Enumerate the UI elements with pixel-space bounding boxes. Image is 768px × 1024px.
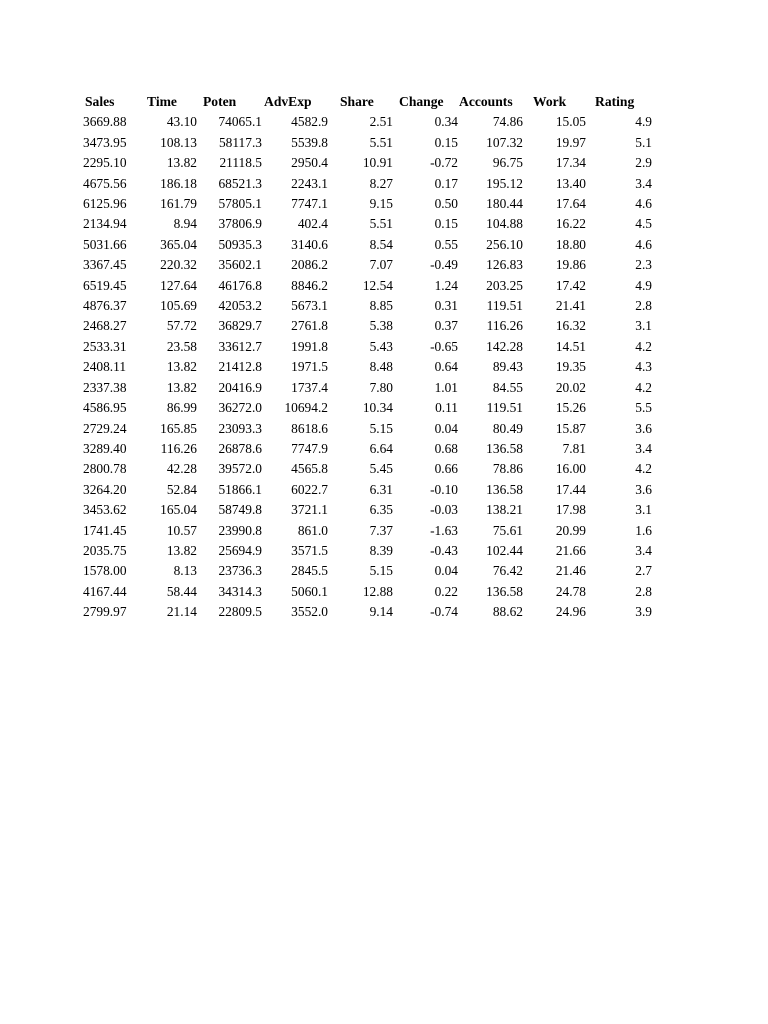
table-cell-work: 24.78 [555, 583, 586, 599]
table-cell-share: 5.51 [369, 134, 393, 150]
table-cell-change: 0.11 [435, 400, 458, 416]
column-header-work: Work [533, 94, 567, 109]
table-cell-rating: 3.4 [635, 542, 652, 558]
table-cell-change: -0.10 [430, 481, 458, 497]
table-cell-time: 365.04 [160, 236, 197, 252]
table-cell-sales: 6125.96 [83, 196, 127, 212]
table-cell-time: 8.13 [173, 563, 197, 579]
table-cell-work: 19.35 [555, 359, 586, 375]
table-cell-poten: 46176.8 [218, 277, 262, 293]
table-cell-sales: 3453.62 [83, 502, 127, 518]
table-cell-rating: 4.2 [635, 461, 652, 477]
table-cell-accounts: 80.49 [492, 420, 523, 436]
table-cell-change: 1.01 [434, 379, 458, 395]
table-cell-advexp: 3140.6 [291, 236, 328, 252]
table-cell-time: 21.14 [166, 604, 197, 620]
table-cell-advexp: 3721.1 [291, 502, 328, 518]
table-row [80, 500, 652, 520]
table-cell-accounts: 78.86 [492, 461, 523, 477]
table-cell-change: -0.72 [430, 155, 458, 171]
table-row [80, 296, 652, 316]
table-cell-work: 17.44 [555, 481, 586, 497]
table-cell-advexp: 7747.9 [291, 440, 328, 456]
table-cell-sales: 1578.00 [83, 563, 127, 579]
table-cell-advexp: 8618.6 [291, 420, 328, 436]
table-cell-accounts: 102.44 [486, 542, 523, 558]
column-header-time: Time [147, 94, 177, 109]
table-cell-advexp: 4565.8 [291, 461, 328, 477]
table-cell-rating: 3.6 [635, 420, 652, 436]
table-cell-poten: 58749.8 [218, 502, 262, 518]
table-cell-poten: 36272.0 [218, 400, 262, 416]
table-cell-work: 16.22 [555, 216, 586, 232]
table-cell-time: 43.10 [166, 114, 197, 130]
table-cell-sales: 1741.45 [83, 522, 127, 538]
table-cell-rating: 4.3 [635, 359, 652, 375]
table-cell-advexp: 2243.1 [291, 175, 328, 191]
table-cell-advexp: 6022.7 [291, 481, 328, 497]
table-cell-rating: 2.3 [635, 257, 652, 273]
table-row [80, 357, 652, 377]
table-cell-change: 0.34 [434, 114, 458, 130]
table-cell-poten: 23990.8 [218, 522, 262, 538]
table-body [80, 112, 652, 622]
table-cell-rating: 2.7 [635, 563, 652, 579]
table-cell-advexp: 5673.1 [291, 298, 328, 314]
table-row [80, 419, 652, 439]
table-cell-poten: 42053.2 [218, 298, 262, 314]
table-cell-work: 14.51 [555, 338, 586, 354]
table-cell-poten: 50935.3 [218, 236, 262, 252]
table-cell-rating: 3.9 [635, 604, 652, 620]
table-cell-advexp: 2950.4 [291, 155, 328, 171]
table-cell-accounts: 136.58 [486, 583, 523, 599]
table-cell-sales: 2295.10 [83, 155, 127, 171]
table-cell-accounts: 119.51 [486, 298, 523, 314]
table-cell-share: 12.88 [362, 583, 393, 599]
table-cell-change: 0.15 [434, 216, 458, 232]
table-cell-time: 58.44 [166, 583, 197, 599]
table-cell-advexp: 5060.1 [291, 583, 328, 599]
table-cell-rating: 4.9 [635, 114, 652, 130]
table-cell-poten: 21412.8 [218, 359, 262, 375]
table-cell-poten: 20416.9 [218, 379, 262, 395]
table-cell-change: 0.64 [434, 359, 458, 375]
table-cell-accounts: 126.83 [486, 257, 523, 273]
column-header-accounts: Accounts [459, 94, 513, 109]
table-cell-work: 17.34 [555, 155, 586, 171]
table-cell-work: 19.86 [555, 257, 586, 273]
table-cell-sales: 2468.27 [83, 318, 127, 334]
table-cell-poten: 23736.3 [218, 563, 262, 579]
table-cell-poten: 74065.1 [218, 114, 262, 130]
table-cell-change: 0.22 [434, 583, 458, 599]
table-cell-share: 6.35 [369, 502, 393, 518]
table-cell-poten: 35602.1 [218, 257, 262, 273]
table-cell-time: 127.64 [160, 277, 197, 293]
table-cell-advexp: 7747.1 [291, 196, 328, 212]
table-row [80, 194, 652, 214]
table-cell-sales: 5031.66 [83, 236, 127, 252]
table-cell-advexp: 2761.8 [291, 318, 328, 334]
table-cell-work: 15.87 [555, 420, 586, 436]
table-cell-time: 220.32 [160, 257, 197, 273]
table-cell-time: 13.82 [166, 359, 197, 375]
table-row [80, 582, 652, 602]
table-cell-accounts: 180.44 [486, 196, 523, 212]
table-cell-poten: 33612.7 [218, 338, 262, 354]
table-cell-sales: 2337.38 [83, 379, 127, 395]
table-row [80, 133, 652, 153]
table-cell-accounts: 256.10 [486, 236, 523, 252]
table-cell-poten: 34314.3 [218, 583, 262, 599]
table-cell-advexp: 1737.4 [291, 379, 328, 395]
table-cell-advexp: 10694.2 [284, 400, 328, 416]
table-cell-rating: 5.1 [635, 134, 652, 150]
table-cell-accounts: 76.42 [492, 563, 523, 579]
table-cell-accounts: 104.88 [486, 216, 523, 232]
table-cell-time: 186.18 [160, 175, 197, 191]
table-cell-sales: 3289.40 [83, 440, 127, 456]
table-cell-time: 165.85 [160, 420, 197, 436]
table-row [80, 378, 652, 398]
table-cell-time: 105.69 [160, 298, 197, 314]
table-cell-rating: 4.5 [635, 216, 652, 232]
table-cell-change: 0.04 [434, 420, 458, 436]
table-cell-time: 13.82 [166, 379, 197, 395]
table-cell-rating: 2.8 [635, 298, 652, 314]
table-row [80, 174, 652, 194]
table-row [80, 561, 652, 581]
table-row [80, 541, 652, 561]
table-row [80, 214, 652, 234]
table-cell-advexp: 402.4 [297, 216, 328, 232]
table-cell-time: 86.99 [166, 400, 197, 416]
table-cell-sales: 4876.37 [83, 298, 127, 314]
table-cell-accounts: 116.26 [486, 318, 523, 334]
data-table [80, 92, 652, 623]
table-cell-share: 5.38 [369, 318, 393, 334]
table-cell-share: 10.34 [362, 400, 393, 416]
table-cell-share: 8.39 [369, 542, 393, 558]
table-cell-advexp: 3571.5 [291, 542, 328, 558]
table-cell-time: 10.57 [166, 522, 197, 538]
table-cell-change: -0.03 [430, 502, 458, 518]
table-cell-share: 6.31 [369, 481, 393, 497]
table-cell-advexp: 3552.0 [291, 604, 328, 620]
table-row [80, 112, 652, 132]
table-cell-time: 57.72 [166, 318, 197, 334]
table-cell-rating: 4.2 [635, 338, 652, 354]
table-cell-poten: 22809.5 [218, 604, 262, 620]
table-cell-change: 0.50 [434, 196, 458, 212]
column-header-advexp: AdvExp [264, 94, 312, 109]
column-header-change: Change [399, 94, 444, 109]
table-cell-poten: 37806.9 [218, 216, 262, 232]
table-cell-work: 13.40 [555, 175, 586, 191]
table-cell-share: 8.85 [369, 298, 393, 314]
table-row [80, 337, 652, 357]
table-cell-work: 24.96 [555, 604, 586, 620]
table-row [80, 276, 652, 296]
table-cell-advexp: 8846.2 [291, 277, 328, 293]
table-cell-change: 0.31 [434, 298, 458, 314]
table-cell-sales: 2799.97 [83, 604, 127, 620]
table-cell-change: 0.04 [434, 563, 458, 579]
table-cell-poten: 58117.3 [218, 134, 262, 150]
table-cell-advexp: 1991.8 [291, 338, 328, 354]
table-cell-advexp: 2845.5 [291, 563, 328, 579]
table-cell-sales: 4167.44 [83, 583, 127, 599]
table-cell-share: 8.27 [369, 175, 393, 191]
table-cell-poten: 26878.6 [218, 440, 262, 456]
table-cell-work: 20.02 [555, 379, 586, 395]
table-cell-sales: 3669.88 [83, 114, 127, 130]
table-cell-time: 108.13 [160, 134, 197, 150]
table-cell-poten: 36829.7 [218, 318, 262, 334]
table-cell-work: 21.46 [555, 563, 586, 579]
table-cell-share: 5.15 [369, 563, 393, 579]
table-cell-poten: 39572.0 [218, 461, 262, 477]
table-cell-accounts: 107.32 [486, 134, 523, 150]
table-row [80, 459, 652, 479]
table-cell-accounts: 96.75 [492, 155, 523, 171]
table-cell-time: 116.26 [160, 440, 197, 456]
table-cell-accounts: 195.12 [486, 175, 523, 191]
table-cell-work: 17.98 [555, 502, 586, 518]
column-header-share: Share [340, 94, 374, 109]
table-cell-work: 18.80 [555, 236, 586, 252]
table-cell-change: 0.55 [434, 236, 458, 252]
table-cell-poten: 23093.3 [218, 420, 262, 436]
table-cell-accounts: 88.62 [492, 604, 523, 620]
table-cell-rating: 5.5 [635, 400, 652, 416]
table-cell-work: 15.05 [555, 114, 586, 130]
table-cell-accounts: 136.58 [486, 440, 523, 456]
table-cell-change: 0.68 [434, 440, 458, 456]
table-cell-change: -1.63 [430, 522, 458, 538]
table-cell-share: 7.07 [369, 257, 393, 273]
column-header-rating: Rating [595, 94, 635, 109]
table-row [80, 521, 652, 541]
column-header-sales: Sales [85, 94, 115, 109]
table-cell-work: 7.81 [562, 440, 586, 456]
table-cell-share: 6.64 [369, 440, 393, 456]
table-cell-poten: 57805.1 [218, 196, 262, 212]
table-cell-rating: 3.4 [635, 440, 652, 456]
table-cell-change: -0.49 [430, 257, 458, 273]
header-row [80, 92, 652, 112]
table-cell-sales: 2134.94 [83, 216, 127, 232]
table-row [80, 153, 652, 173]
table-cell-advexp: 861.0 [297, 522, 328, 538]
table-cell-work: 16.00 [555, 461, 586, 477]
table-cell-share: 7.37 [369, 522, 393, 538]
table-cell-work: 17.64 [555, 196, 586, 212]
table-cell-change: 1.24 [434, 277, 458, 293]
table-cell-accounts: 74.86 [492, 114, 523, 130]
table-cell-accounts: 138.21 [486, 502, 523, 518]
table-cell-share: 10.91 [362, 155, 393, 171]
table-cell-rating: 3.1 [635, 318, 652, 334]
table-cell-share: 5.43 [369, 338, 393, 354]
table-cell-rating: 4.2 [635, 379, 652, 395]
table-row [80, 602, 652, 622]
table-cell-work: 16.32 [555, 318, 586, 334]
table-cell-sales: 3264.20 [83, 481, 127, 497]
table-row [80, 255, 652, 275]
table-cell-advexp: 5539.8 [291, 134, 328, 150]
table-cell-share: 8.48 [369, 359, 393, 375]
table-cell-share: 5.15 [369, 420, 393, 436]
table-cell-rating: 1.6 [635, 522, 652, 538]
table-cell-accounts: 75.61 [492, 522, 523, 538]
table-cell-poten: 68521.3 [218, 175, 262, 191]
table-cell-advexp: 2086.2 [291, 257, 328, 273]
table-cell-time: 161.79 [160, 196, 197, 212]
table-cell-change: -0.43 [430, 542, 458, 558]
table-cell-change: -0.74 [430, 604, 458, 620]
table-cell-rating: 2.8 [635, 583, 652, 599]
table-cell-rating: 3.6 [635, 481, 652, 497]
table-cell-share: 9.14 [369, 604, 393, 620]
table-cell-sales: 3367.45 [83, 257, 127, 273]
table-cell-change: 0.15 [434, 134, 458, 150]
table-cell-change: 0.17 [434, 175, 458, 191]
table-cell-time: 13.82 [166, 542, 197, 558]
table-cell-work: 21.66 [555, 542, 586, 558]
table-cell-accounts: 89.43 [492, 359, 523, 375]
table-cell-poten: 25694.9 [218, 542, 262, 558]
table-row [80, 439, 652, 459]
table-cell-poten: 21118.5 [219, 155, 262, 171]
column-header-poten: Poten [203, 94, 237, 109]
table-cell-accounts: 142.28 [486, 338, 523, 354]
table-row [80, 235, 652, 255]
table-cell-accounts: 136.58 [486, 481, 523, 497]
table-cell-work: 15.26 [555, 400, 586, 416]
table-row [80, 398, 652, 418]
table-cell-rating: 3.1 [635, 502, 652, 518]
table-cell-time: 23.58 [166, 338, 197, 354]
table-cell-rating: 4.9 [635, 277, 652, 293]
table-cell-share: 2.51 [369, 114, 393, 130]
table-cell-advexp: 1971.5 [291, 359, 328, 375]
table-cell-sales: 2800.78 [83, 461, 127, 477]
table-cell-rating: 4.6 [635, 196, 652, 212]
table-cell-work: 21.41 [555, 298, 586, 314]
table-cell-time: 42.28 [166, 461, 197, 477]
table-row [80, 316, 652, 336]
table-row [80, 480, 652, 500]
table-cell-time: 165.04 [160, 502, 197, 518]
table-cell-share: 5.45 [369, 461, 393, 477]
table-cell-sales: 2729.24 [83, 420, 127, 436]
table-cell-sales: 2533.31 [83, 338, 127, 354]
table-cell-sales: 4675.56 [83, 175, 127, 191]
table-cell-accounts: 119.51 [486, 400, 523, 416]
table-cell-rating: 2.9 [635, 155, 652, 171]
table-cell-sales: 2408.11 [83, 359, 127, 375]
table-cell-time: 52.84 [166, 481, 197, 497]
table-cell-sales: 3473.95 [83, 134, 127, 150]
table-cell-change: -0.65 [430, 338, 458, 354]
table-cell-share: 9.15 [369, 196, 393, 212]
table-cell-rating: 3.4 [635, 175, 652, 191]
table-cell-work: 20.99 [555, 522, 586, 538]
table-cell-rating: 4.6 [635, 236, 652, 252]
table-cell-share: 8.54 [369, 236, 393, 252]
table-cell-time: 8.94 [173, 216, 197, 232]
table-cell-accounts: 84.55 [492, 379, 523, 395]
table-cell-accounts: 203.25 [486, 277, 523, 293]
table-cell-sales: 2035.75 [83, 542, 127, 558]
table-cell-work: 17.42 [555, 277, 586, 293]
table-cell-change: 0.66 [434, 461, 458, 477]
table-cell-sales: 6519.45 [83, 277, 127, 293]
table-cell-poten: 51866.1 [218, 481, 262, 497]
table-cell-time: 13.82 [166, 155, 197, 171]
table-cell-share: 12.54 [362, 277, 393, 293]
table-cell-share: 7.80 [369, 379, 393, 395]
table-cell-share: 5.51 [369, 216, 393, 232]
table-cell-advexp: 4582.9 [291, 114, 328, 130]
table-cell-work: 19.97 [555, 134, 586, 150]
table-cell-sales: 4586.95 [83, 400, 127, 416]
table-cell-change: 0.37 [434, 318, 458, 334]
